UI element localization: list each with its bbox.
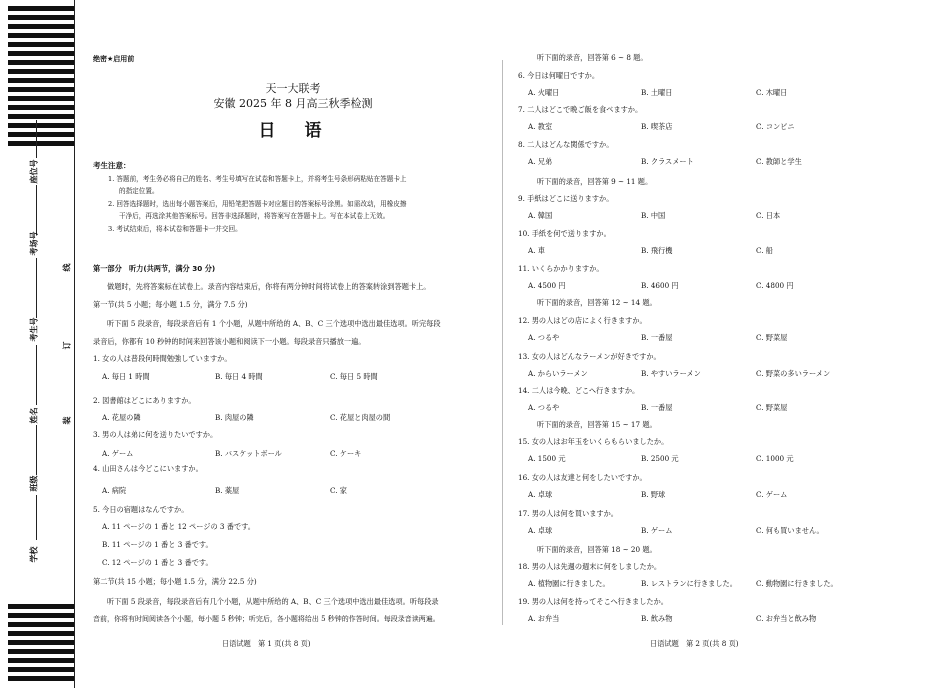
question-2-option-b: B. 肉屋の隣 [215, 413, 254, 422]
question-6-option-c: C. 木曜日 [756, 88, 788, 97]
exam-no-label: 考生号 [29, 317, 39, 342]
margin-edge [74, 0, 75, 688]
question-3-option-b: B. バスケットボール [215, 449, 282, 458]
question-14-option-b: B. 一番屋 [641, 403, 673, 412]
question-17-option-c: C. 何も買いません。 [756, 526, 824, 535]
left-page-footer: 日语试题 第 1 页(共 8 页) [222, 639, 311, 648]
org-title: 天一大联考 [265, 82, 321, 95]
section1-intro-2: 录音后，你都有 10 秒钟的时间来回答该小题和阅读下一小题。每段录音只播放一遍。 [93, 337, 366, 346]
question-17-option-a: A. 卓球 [528, 526, 553, 535]
section2-intro-1: 听下面 5 段录音，每段录音后有几个小题，从题中所给的 A、B、C 三个选项中选出最佳选项。听每段录 [107, 597, 439, 606]
question-9-option-a: A. 韓国 [528, 211, 553, 220]
question-6-option-a: A. 火曜日 [528, 88, 560, 97]
question-2-option-c: C. 花屋と肉屋の間 [330, 413, 391, 422]
question-13-option-a: A. からいラーメン [528, 369, 588, 378]
question-18-text: 18. 男の人は先週の週末に何をしましたか。 [518, 562, 662, 571]
question-8-option-c: C. 教師と学生 [756, 157, 802, 166]
exam-title: 安徽 2025 年 8 月高三秋季检测 [213, 97, 373, 110]
question-1-option-c: C. 毎日 5 時間 [330, 372, 378, 381]
seat-label: 座位号 [29, 159, 39, 184]
question-3-text: 3. 男の人は弟に何を送りたいですか。 [93, 430, 218, 439]
seat-line [36, 120, 37, 158]
notice-item-1: 1. 答题前，考生务必将自己的姓名、考生号填写在试卷和答题卡上，并将考生号条形码粘贴在答题卡上 [108, 175, 407, 183]
question-10-option-a: A. 車 [528, 246, 545, 255]
question-19-option-a: A. お弁当 [528, 614, 560, 623]
question-1-text: 1. 女の人は普段何時間勉強していますか。 [93, 354, 232, 363]
question-9-option-b: B. 中国 [641, 211, 666, 220]
question-16-option-c: C. ゲーム [756, 490, 788, 499]
question-7-text: 7. 二人はどこで晩ご飯を食べますか。 [518, 105, 643, 114]
question-9-text: 9. 手紙はどこに送りますか。 [518, 194, 614, 203]
question-3-option-a: A. ゲーム [102, 449, 134, 458]
page-divider [502, 60, 503, 625]
section-intro-15_17: 听下面的录音，回答第 15 ~ 17 题。 [537, 420, 657, 429]
name-label: 姓名 [29, 407, 39, 424]
question-15-option-a: A. 1500 元 [528, 454, 566, 463]
question-13-text: 13. 女の人はどんなラーメンが好きですか。 [518, 352, 661, 361]
question-8-option-b: B. クラスメート [641, 157, 694, 166]
question-14-text: 14. 二人は今晩、どこへ行きますか。 [518, 386, 640, 395]
question-19-option-c: C. お弁当と飲み物 [756, 614, 817, 623]
question-11-option-c: C. 4800 円 [756, 281, 794, 290]
right-page-footer: 日语试题 第 2 页(共 8 页) [650, 639, 739, 648]
question-18-option-a: A. 植物園に行きました。 [528, 579, 610, 588]
question-1-option-b: B. 毎日 4 時間 [215, 372, 263, 381]
question-14-option-c: C. 野菜屋 [756, 403, 788, 412]
notice-item-1b: 的指定位置。 [119, 187, 159, 195]
question-10-option-c: C. 船 [756, 246, 773, 255]
school-line [36, 495, 37, 540]
name-line [36, 345, 37, 405]
question-4-option-b: B. 薬屋 [215, 486, 240, 495]
question-18-option-c: C. 動物園に行きました。 [756, 579, 838, 588]
question-16-option-a: A. 卓球 [528, 490, 553, 499]
question-10-text: 10. 手紙を何で送りますか。 [518, 229, 611, 238]
section2-intro-2: 音前，你将有时间阅读各个小题，每小题 5 秒钟；听完后，各小题将给出 5 秒钟的作答时间。每段录音读两遍。 [93, 615, 440, 623]
question-9-option-c: C. 日本 [756, 211, 781, 220]
bottom-stripes [8, 604, 75, 685]
section1-title: 第一节(共 5 小题；每小题 1.5 分，满分 7.5 分) [93, 300, 248, 309]
q5-text: 5. 今日の宿題はなんですか。 [93, 505, 189, 514]
notice-title: 考生注意： [93, 161, 131, 170]
question-10-option-b: B. 飛行機 [641, 246, 673, 255]
question-4-option-c: C. 家 [330, 486, 347, 495]
cut-zhuang-label: 装 [62, 416, 72, 425]
section-intro-6_8: 听下面的录音，回答第 6 ~ 8 题。 [537, 53, 648, 62]
question-2-text: 2. 図書館はどこにありますか。 [93, 396, 196, 405]
notice-item-2: 2. 回答选择题时，选出每小题答案后，用铅笔把答题卡对应题目的答案标号涂黑。如需改动，用橡皮擦 [108, 200, 407, 208]
cut-ding-label: 订 [62, 341, 72, 350]
question-13-option-b: B. やすいラーメン [641, 369, 701, 378]
question-1-option-a: A. 毎日 1 時間 [102, 372, 150, 381]
question-12-text: 12. 男の人はどの店によく行きますか。 [518, 316, 647, 325]
question-18-option-b: B. レストランに行きました。 [641, 579, 737, 588]
question-8-option-a: A. 兄弟 [528, 157, 553, 166]
section-intro-18_20: 听下面的录音，回答第 18 ~ 20 题。 [537, 545, 657, 554]
question-17-option-b: B. ゲーム [641, 526, 673, 535]
q5-option-a: A. 11 ページの 1 番と 12 ページの 3 番です。 [102, 522, 255, 531]
q5-option-c: C. 12 ページの 1 番と 3 番です。 [102, 558, 213, 567]
question-13-option-c: C. 野菜の多いラーメン [756, 369, 831, 378]
question-16-option-b: B. 野球 [641, 490, 666, 499]
binding-margin [0, 0, 85, 688]
cut-line-label: 线 [62, 263, 72, 272]
class-label: 班级 [29, 475, 39, 492]
class-line [36, 425, 37, 475]
secret-label: 绝密★启用前 [93, 55, 135, 63]
section2-title: 第二节(共 15 小题；每小题 1.5 分，满分 22.5 分) [93, 577, 257, 586]
question-14-option-a: A. つるや [528, 403, 560, 412]
question-4-option-a: A. 病院 [102, 486, 127, 495]
question-8-text: 8. 二人はどんな関係ですか。 [518, 140, 614, 149]
question-7-option-c: C. コンビニ [756, 122, 795, 131]
question-6-option-b: B. 土曜日 [641, 88, 673, 97]
section-intro-12_14: 听下面的录音，回答第 12 ~ 14 题。 [537, 298, 657, 307]
part1-title: 第一部分 听力(共两节，满分 30 分) [93, 264, 216, 273]
question-17-text: 17. 男の人は何を買いますか。 [518, 509, 618, 518]
question-4-text: 4. 山田さんは今どこにいますか。 [93, 464, 203, 473]
question-15-option-c: C. 1000 元 [756, 454, 794, 463]
room-line [36, 185, 37, 235]
question-12-option-a: A. つるや [528, 333, 560, 342]
subject-title: 日 语 [258, 121, 328, 141]
question-15-option-b: B. 2500 元 [641, 454, 679, 463]
question-15-text: 15. 女の人はお年玉をいくらもらいましたか。 [518, 437, 669, 446]
room-label: 考场号 [29, 231, 39, 256]
question-11-text: 11. いくらかかりますか。 [518, 264, 604, 273]
question-16-text: 16. 女の人は友達と何をしたいですか。 [518, 473, 647, 482]
question-11-option-b: B. 4600 円 [641, 281, 679, 290]
exam-no-line [36, 258, 37, 318]
question-7-option-b: B. 喫茶店 [641, 122, 673, 131]
top-stripes [8, 6, 75, 150]
question-7-option-a: A. 教室 [528, 122, 553, 131]
q5-option-b: B. 11 ページの 1 番と 3 番です。 [102, 540, 213, 549]
question-12-option-b: B. 一番屋 [641, 333, 673, 342]
question-11-option-a: A. 4500 円 [528, 281, 566, 290]
notice-item-3: 3. 考试结束后，将本试卷和答题卡一并交回。 [108, 225, 242, 233]
part1-intro: 做题时，先将答案标在试卷上。录音内容结束后，你将有两分钟时间将试卷上的答案转涂到答题卡上。 [107, 282, 431, 291]
question-2-option-a: A. 花屋の隣 [102, 413, 141, 422]
question-12-option-c: C. 野菜屋 [756, 333, 788, 342]
question-3-option-c: C. ケーキ [330, 449, 362, 458]
section1-intro-1: 听下面 5 段录音，每段录音后有 1 个小题，从题中所给的 A、B、C 三个选项中选出最佳选项。听完每段 [107, 319, 441, 328]
section-intro-9_11: 听下面的录音，回答第 9 ~ 11 题。 [537, 177, 653, 186]
notice-item-2b: 干净后，再选涂其他答案标号。回答非选择题时，将答案写在答题卡上。写在本试卷上无效。 [119, 212, 390, 220]
question-6-text: 6. 今日は何曜日ですか。 [518, 71, 600, 80]
question-19-text: 19. 男の人は何を持ってそこへ行きましたか。 [518, 597, 668, 606]
school-label: 学校 [29, 546, 39, 563]
question-19-option-b: B. 飲み物 [641, 614, 673, 623]
